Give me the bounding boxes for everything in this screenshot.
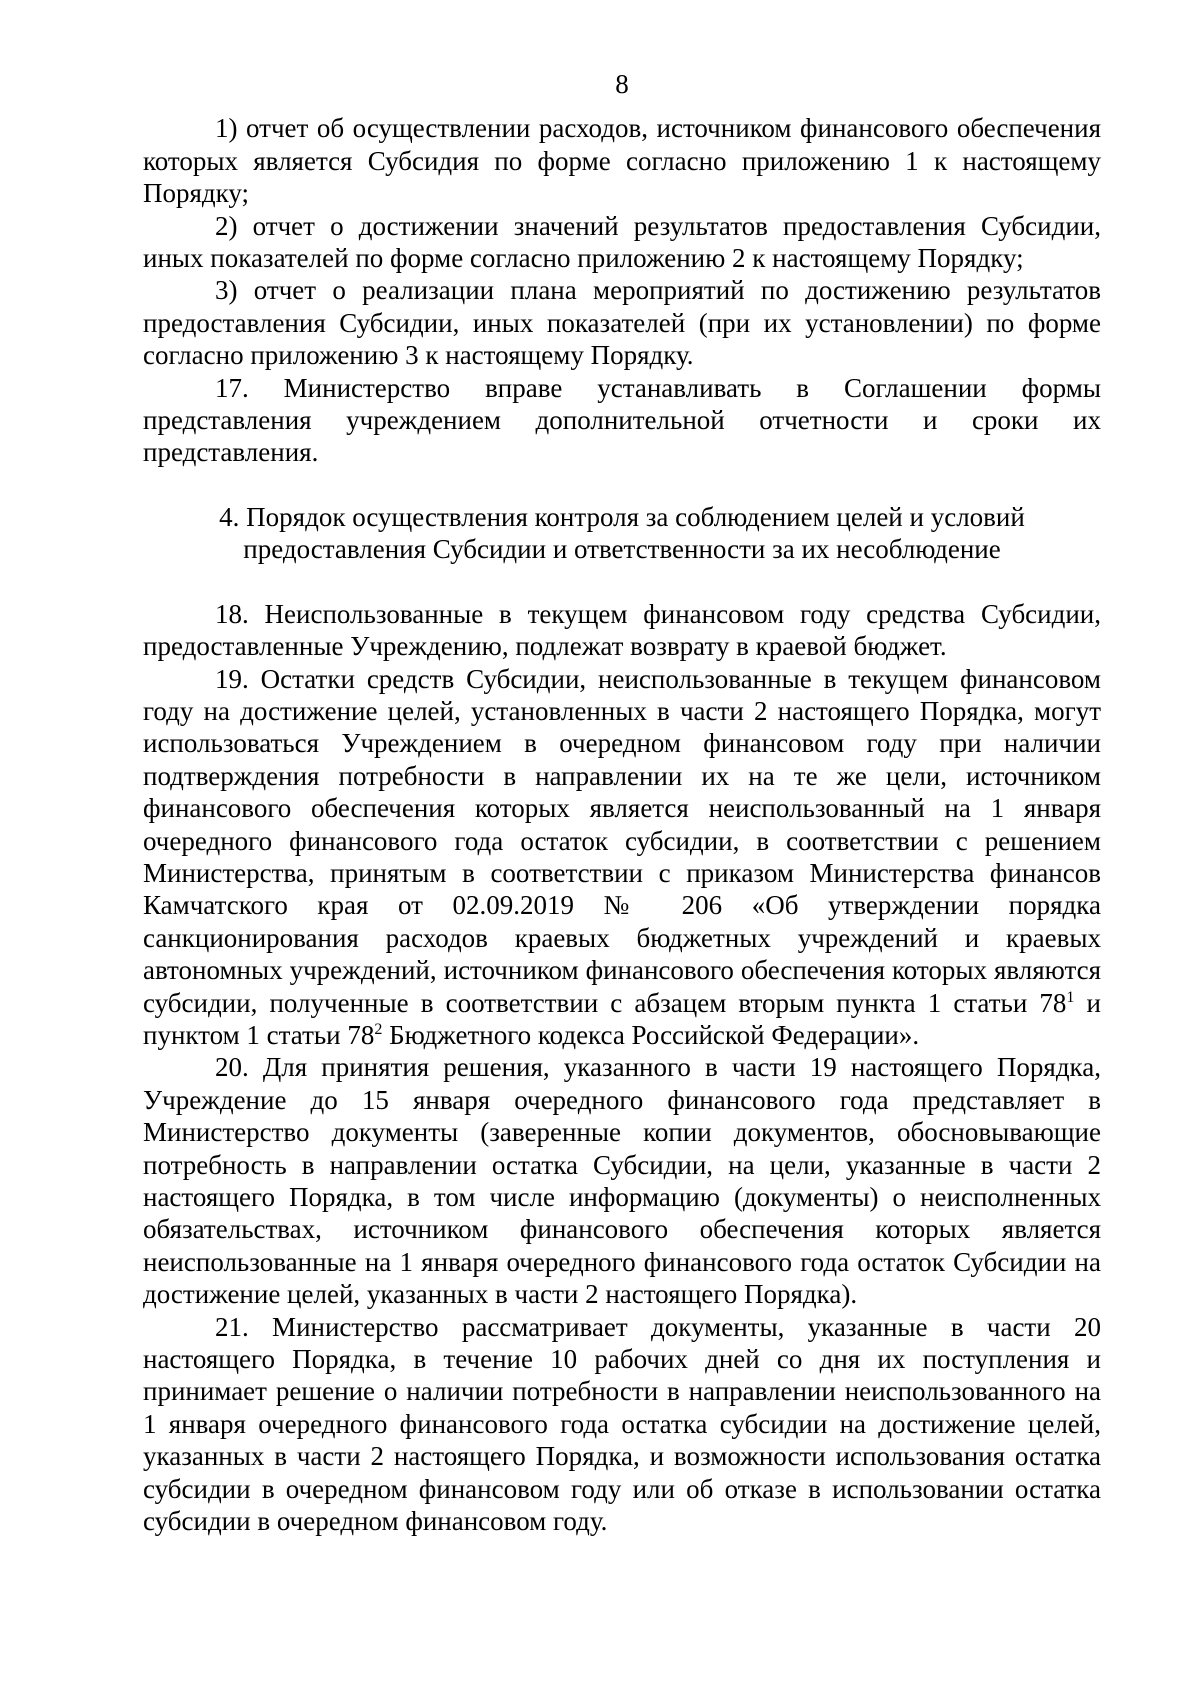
paragraph-21: 21. Министерство рассматривает документы, указанные в части 20 настоящего Порядка, в течение 10 рабочих дней со дня их поступления и принимает решение о наличии потребности в направлении неиспользованного на 1 января очередного финансового года остатка субсидии на достижение целей, указанных в части 2 настоящего Порядка, и возможности использования остатка субсидии в очередном финансовом году или об отказе в использовании остатка субсидии в очередном финансовом году. <box>143 1311 1101 1537</box>
paragraph-16-item-1: 1) отчет об осуществлении расходов, источником финансового обеспечения которых является Субсидия по форме согласно приложению 1 к настоящему Порядку; <box>143 113 1101 209</box>
page-number: 8 <box>615 69 629 99</box>
spacer <box>143 566 1101 598</box>
paragraph-19-text-2: и пунктом 1 статьи 78 <box>143 987 1101 1050</box>
paragraph-19-text-1: 19. Остатки средств Субсидии, неиспользованные в текущем финансовом году на достижение целей, установленных в части 2 настоящего Порядка, могут использоваться Учреждением в очередном финансовом году при наличии подтверждения потребности в направлении их на те же цели, источником финансового обеспечения которых является неиспользованный на 1 января очередного финансового года остаток субсидии, в соответствии с решением Министерства, принятым в соответствии с приказом Министерства финансов Камчатского края от 02.09.2019 № 206 «Об утверждении порядка санкционирования расходов краевых бюджетных учреждений и краевых автономных учреждений, источником финансового обеспечения которых являются субсидии, полученные в соответствии с абзацем вторым пункта 1 статьи 78 <box>143 663 1101 1018</box>
paragraph-16-item-3: 3) отчет о реализации плана мероприятий по достижению результатов предоставления Субсидии, иных показателей (при их установлении) по форме согласно приложению 3 к настоящему Порядку. <box>143 275 1101 371</box>
superscript-2: 2 <box>374 1020 383 1038</box>
section-heading-line-1: 4. Порядок осуществления контроля за соблюдением целей и условий <box>219 501 1025 532</box>
paragraph-19 <box>143 663 1101 1052</box>
paragraph-16-item-2: 2) отчет о достижении значений результатов предоставления Субсидии, иных показателей по форме согласно приложению 2 к настоящему Порядку; <box>143 210 1101 274</box>
paragraph-20: 20. Для принятия решения, указанного в части 19 настоящего Порядка, Учреждение до 15 января очередного финансового года представляет в Министерство документы (заверенные копии документов, обосновывающие потребность в направлении остатка Субсидии, на цели, указанные в части 2 настоящего Порядка, в том числе информацию (документы) о неисполненных обязательствах, источником финансового обеспечения которых является неиспользованные на 1 января очередного финансового года остаток Субсидии на достижение целей, указанных в части 2 настоящего Порядка). <box>143 1052 1101 1310</box>
superscript-1: 1 <box>1066 988 1075 1006</box>
paragraph-19-text-3: Бюджетного кодекса Российской Федерации». <box>382 1019 920 1050</box>
spacer <box>143 469 1101 501</box>
paragraph-17: 17. Министерство вправе устанавливать в Соглашении формы представления учреждением дополнительной отчетности и сроки их представления. <box>143 372 1101 468</box>
section-heading-line-2: предоставления Субсидии и ответственности за их несоблюдение <box>243 534 1001 565</box>
paragraph-18: 18. Неиспользованные в текущем финансовом году средства Субсидии, предоставленные Учреждению, подлежат возврату в краевой бюджет. <box>143 598 1101 662</box>
